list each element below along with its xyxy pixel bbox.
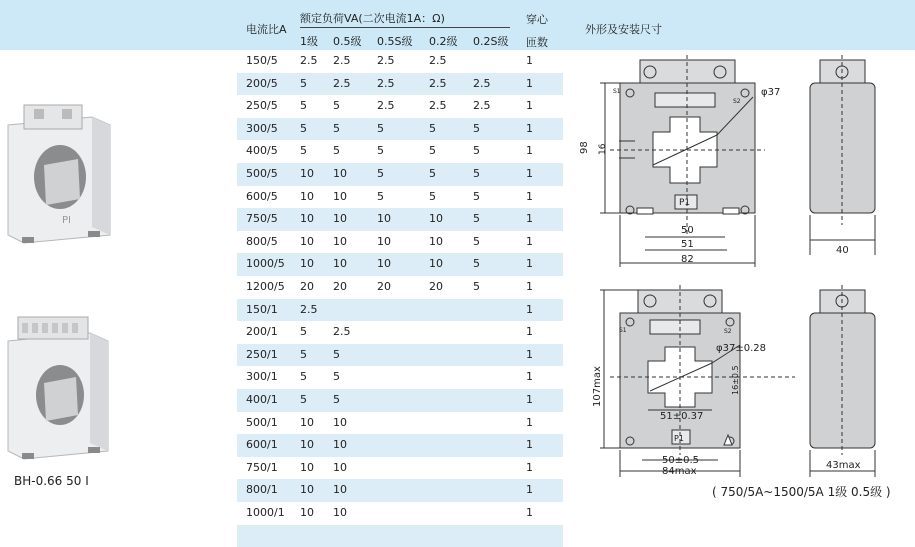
table-cell: 1 (526, 167, 533, 180)
table-cell: 1 (526, 302, 533, 316)
table-cell: 10 (300, 189, 314, 203)
table-cell: 1 (526, 121, 533, 135)
table-cell: 300/5 (246, 121, 278, 135)
model-caption: BH-0.66 50 Ⅰ (14, 474, 89, 488)
table-row (237, 163, 563, 186)
terminal-s2-label: S2 (733, 98, 741, 105)
table-cell: 5 (300, 370, 307, 384)
column-header-turns-line1: 穿心 (526, 13, 548, 26)
table-cell: 10 (300, 506, 314, 519)
table-cell: 750/5 (246, 212, 278, 226)
table-cell: 600/1 (246, 438, 278, 452)
class-header: 0.2级 (429, 35, 458, 48)
table-cell: 150/5 (246, 54, 278, 67)
table-row (237, 344, 563, 367)
table-cell: 10 (333, 415, 347, 429)
table-cell: 5 (300, 99, 307, 113)
table-cell: 5 (473, 121, 480, 135)
table-cell: 800/5 (246, 234, 278, 248)
table-cell: 600/5 (246, 189, 278, 203)
table-cell: 250/1 (246, 347, 278, 361)
dim-depth: 40 (836, 245, 849, 256)
table-cell: 1 (526, 370, 533, 384)
table-row (237, 253, 563, 276)
table-cell: 5 (300, 325, 307, 339)
table-cell: 2.5 (377, 99, 395, 113)
table-cell: 20 (377, 280, 391, 293)
drawing-side-bottom (800, 285, 890, 480)
table-cell: 1 (526, 460, 533, 474)
dim-width-51: 51±0.37 (660, 411, 704, 422)
class-header: 0.5级 (333, 35, 362, 48)
table-row (237, 366, 563, 389)
table-row (237, 231, 563, 254)
dim-width-50: 50±0.5 (662, 455, 700, 466)
table-cell: 1 (526, 257, 533, 271)
table-cell: 10 (333, 438, 347, 452)
table-cell: 400/5 (246, 144, 278, 158)
table-cell: 5 (377, 144, 384, 158)
table-cell: 1 (526, 438, 533, 452)
table-cell: 5 (429, 189, 436, 203)
table-cell: 5 (333, 393, 340, 406)
dim-window: 16±0.5 (731, 365, 740, 395)
class-header: 1级 (300, 35, 318, 48)
table-cell: 5 (300, 144, 307, 158)
table-cell: 10 (300, 234, 314, 248)
table-cell: 2.5 (429, 99, 447, 113)
dim-window: 16 (598, 143, 608, 155)
table-cell: 250/5 (246, 99, 278, 113)
table-cell: 10 (333, 257, 347, 271)
table-cell: 10 (300, 460, 314, 474)
dim-width-51: 51 (681, 239, 694, 250)
table-row (237, 186, 563, 209)
table-cell: 1 (526, 76, 533, 90)
plate-label: P1 (679, 198, 691, 208)
table-cell: 1 (526, 212, 533, 226)
table-cell: 500/5 (246, 167, 278, 180)
table-cell: 10 (377, 212, 391, 226)
table-cell: 10 (377, 234, 391, 248)
table-cell: 5 (333, 370, 340, 384)
table-cell: 1200/5 (246, 280, 285, 293)
table-cell: 1 (526, 54, 533, 67)
drawing-front-bottom (590, 285, 805, 480)
table-cell: 10 (429, 234, 443, 248)
product-photo-top (2, 95, 114, 245)
table-cell: 10 (300, 483, 314, 497)
table-cell: 2.5 (473, 99, 491, 113)
table-cell: 1000/5 (246, 257, 285, 271)
table-row (237, 140, 563, 163)
table-cell: 5 (377, 167, 384, 180)
dim-width-84: 84max (662, 466, 697, 477)
table-cell: 10 (300, 415, 314, 429)
dim-width-50: 50 (681, 225, 694, 236)
table-cell: 5 (300, 76, 307, 90)
table-cell: 10 (300, 257, 314, 271)
table-cell: 1 (526, 280, 533, 293)
dim-width-82: 82 (681, 254, 694, 265)
table-row (237, 208, 563, 231)
table-cell: 10 (333, 167, 347, 180)
table-row (237, 73, 563, 96)
table-cell: 1 (526, 189, 533, 203)
column-header-load: 额定负荷VA(二次电流1A：Ω) (300, 12, 445, 25)
table-row (237, 389, 563, 412)
table-cell: 500/1 (246, 415, 278, 429)
table-cell: 5 (429, 167, 436, 180)
table-cell: 10 (300, 438, 314, 452)
table-cell: 2.5 (300, 302, 318, 316)
table-cell: 20 (300, 280, 314, 293)
table-cell: 5 (300, 347, 307, 361)
terminal-s1-label: S1 (613, 88, 621, 95)
class-header: 0.5S级 (377, 35, 413, 48)
table-cell: 5 (473, 280, 480, 293)
table-cell: 10 (429, 257, 443, 271)
table-cell: 400/1 (246, 393, 278, 406)
table-cell: 20 (333, 280, 347, 293)
table-cell: 1 (526, 506, 533, 519)
table-cell: 10 (333, 460, 347, 474)
table-cell: 10 (333, 483, 347, 497)
terminal-s1-label: S1 (619, 327, 627, 334)
table-row (237, 502, 563, 525)
table-cell: 5 (473, 167, 480, 180)
table-cell: 800/1 (246, 483, 278, 497)
table-cell: 5 (300, 393, 307, 406)
terminal-s2-label: S2 (724, 328, 732, 335)
table-cell: 5 (473, 234, 480, 248)
table-cell: 2.5 (429, 76, 447, 90)
table-cell: 2.5 (377, 76, 395, 90)
table-cell: 10 (333, 212, 347, 226)
table-cell: 10 (300, 167, 314, 180)
drawing-side-top (800, 55, 890, 265)
table-cell: 5 (333, 99, 340, 113)
table-cell: 1 (526, 415, 533, 429)
table-row (237, 434, 563, 457)
plate-label: P1 (674, 434, 684, 443)
table-cell: 10 (333, 189, 347, 203)
table-row (237, 95, 563, 118)
table-cell: 1 (526, 234, 533, 248)
table-cell: 10 (333, 506, 347, 519)
table-cell: 2.5 (377, 54, 395, 67)
table-cell: 1 (526, 393, 533, 406)
table-cell: 150/1 (246, 302, 278, 316)
product-photo-bottom (4, 315, 112, 463)
table-cell: 5 (333, 144, 340, 158)
table-cell: 2.5 (333, 325, 351, 339)
photo-label-top: PI (62, 215, 71, 226)
table-row (237, 457, 563, 480)
table-row-empty (237, 525, 563, 547)
table-cell: 750/1 (246, 460, 278, 474)
table-cell: 1000/1 (246, 506, 285, 519)
spec-table (237, 0, 563, 519)
class-header: 0.2S级 (473, 35, 509, 48)
table-cell: 2.5 (473, 76, 491, 90)
table-cell: 5 (473, 144, 480, 158)
dim-diameter: φ37±0.28 (716, 343, 766, 354)
table-cell: 5 (377, 189, 384, 203)
column-header-ratio: 电流比A (246, 23, 287, 36)
dim-depth: 43max (826, 460, 861, 471)
table-row (237, 479, 563, 502)
table-cell: 10 (377, 257, 391, 271)
table-cell: 1 (526, 325, 533, 339)
dim-height: 107max (592, 366, 603, 407)
table-cell: 200/1 (246, 325, 278, 339)
table-cell: 5 (429, 144, 436, 158)
table-cell: 10 (429, 212, 443, 226)
table-cell: 5 (473, 257, 480, 271)
table-row (237, 299, 563, 322)
dim-diameter: φ37 (761, 87, 781, 98)
table-cell: 2.5 (333, 76, 351, 90)
table-cell: 300/1 (246, 370, 278, 384)
table-cell: 10 (333, 234, 347, 248)
table-cell: 5 (333, 121, 340, 135)
table-cell: 1 (526, 144, 533, 158)
table-cell: 5 (473, 212, 480, 226)
table-cell: 200/5 (246, 76, 278, 90)
dim-height: 98 (579, 141, 590, 154)
range-note: ( 750/5A~1500/5A 1级 0.5级 ) (712, 485, 891, 499)
drawing-front-top (575, 55, 795, 270)
table-cell: 5 (377, 121, 384, 135)
table-cell: 2.5 (300, 54, 318, 67)
header-rule (300, 27, 510, 28)
table-row (237, 321, 563, 344)
table-cell: 10 (300, 212, 314, 226)
column-header-turns-line2: 匝数 (526, 36, 548, 49)
table-row (237, 276, 563, 299)
table-row (237, 50, 563, 73)
table-cell: 2.5 (333, 54, 351, 67)
table-cell: 1 (526, 483, 533, 497)
table-cell: 5 (300, 121, 307, 135)
table-cell: 20 (429, 280, 443, 293)
table-cell: 5 (473, 189, 480, 203)
table-cell: 1 (526, 99, 533, 113)
table-cell: 5 (333, 347, 340, 361)
drawing-title: 外形及安装尺寸 (585, 23, 662, 36)
table-cell: 2.5 (429, 54, 447, 67)
table-row (237, 118, 563, 141)
table-cell: 1 (526, 347, 533, 361)
table-row (237, 412, 563, 435)
table-cell: 5 (429, 121, 436, 135)
